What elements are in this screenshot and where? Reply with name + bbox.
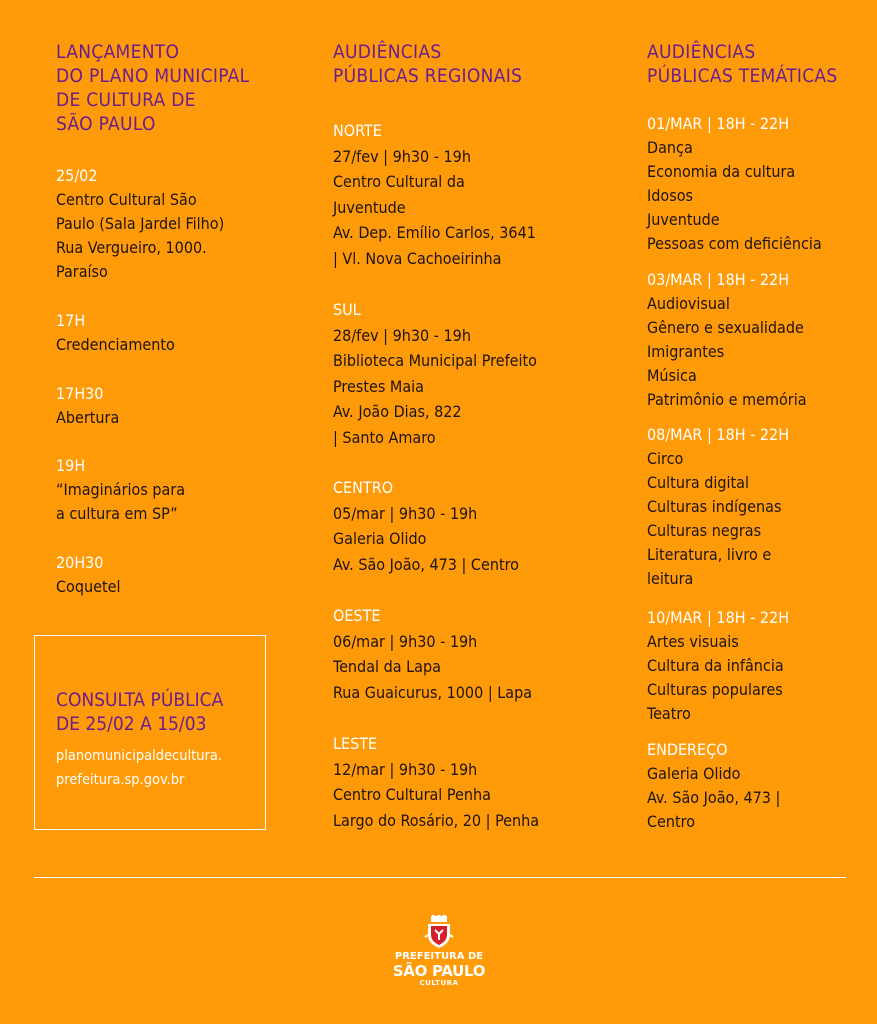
thematic-title-line: AUDIÊNCIAS bbox=[647, 41, 756, 63]
session-topic: Culturas negras bbox=[647, 521, 762, 540]
session-topic: Gênero e sexualidade bbox=[647, 318, 804, 337]
session-topic: Cultura da infância bbox=[647, 656, 784, 675]
footer-divider bbox=[34, 877, 846, 878]
region-line: Juventude bbox=[333, 197, 406, 217]
launch-title-line: DO PLANO MUNICIPAL bbox=[56, 65, 250, 87]
schedule-item bbox=[56, 309, 296, 357]
launch-title-line: LANÇAMENTO bbox=[56, 41, 180, 63]
thematic-session bbox=[647, 423, 867, 591]
address-line: Av. São João, 473 | bbox=[647, 788, 781, 807]
launch-title-line: DE CULTURA DE bbox=[56, 89, 196, 111]
region-line: 12/mar | 9h30 - 19h bbox=[333, 759, 478, 779]
session-topic: Literatura, livro e bbox=[647, 545, 772, 564]
session-topic: Idosos bbox=[647, 186, 693, 205]
session-topic: Audiovisual bbox=[647, 294, 730, 313]
consultation-url-line[interactable]: prefeitura.sp.gov.br bbox=[56, 772, 185, 788]
schedule-item bbox=[56, 382, 296, 430]
region-line: Galeria Olido bbox=[333, 529, 427, 548]
region-line: 27/fev | 9h30 - 19h bbox=[333, 146, 471, 166]
prefeitura-logo bbox=[390, 915, 488, 988]
schedule-time: 17H bbox=[56, 311, 86, 330]
launch-venue bbox=[56, 164, 296, 284]
region-line: Biblioteca Municipal Prefeito bbox=[333, 351, 537, 370]
schedule-time: 19H bbox=[56, 456, 86, 475]
schedule-activity: Coquetel bbox=[56, 577, 121, 596]
region-line: Av. São João, 473 | Centro bbox=[333, 554, 519, 574]
region-name: OESTE bbox=[333, 606, 381, 625]
region-oeste bbox=[333, 603, 623, 705]
region-line: Centro Cultural Penha bbox=[333, 785, 491, 804]
region-name: LESTE bbox=[333, 734, 378, 753]
address-line: Galeria Olido bbox=[647, 764, 741, 783]
thematic-address bbox=[647, 738, 867, 834]
region-name: SUL bbox=[333, 300, 361, 319]
schedule-item bbox=[56, 551, 296, 599]
schedule-time: 17H30 bbox=[56, 384, 104, 403]
schedule-item bbox=[56, 454, 296, 526]
session-date: 08/MAR | 18H - 22H bbox=[647, 425, 790, 444]
session-date: 10/MAR | 18H - 22H bbox=[647, 608, 790, 627]
venue-line: Rua Vergueiro, 1000. bbox=[56, 238, 207, 257]
region-name: NORTE bbox=[333, 121, 382, 140]
consultation-title bbox=[56, 688, 223, 736]
address-line: Centro bbox=[647, 812, 696, 831]
schedule-activity: Credenciamento bbox=[56, 335, 175, 354]
region-name: CENTRO bbox=[333, 478, 394, 497]
session-topic: Juventude bbox=[647, 210, 720, 229]
logo-line3: CULTURA bbox=[419, 979, 459, 987]
session-topic: Imigrantes bbox=[647, 342, 725, 361]
region-line: Largo do Rosário, 20 | Penha bbox=[333, 810, 540, 830]
region-line: Prestes Maia bbox=[333, 376, 424, 396]
session-topic: Música bbox=[647, 366, 697, 385]
session-topic: Circo bbox=[647, 449, 684, 468]
session-topic: Teatro bbox=[647, 704, 691, 723]
consultation-url[interactable] bbox=[56, 744, 222, 792]
launch-date: 25/02 bbox=[56, 166, 98, 185]
region-line: | Santo Amaro bbox=[333, 427, 436, 447]
thematic-title-line: PÚBLICAS TEMÁTICAS bbox=[647, 65, 838, 87]
regional-title bbox=[333, 40, 623, 88]
thematic-title bbox=[647, 40, 867, 88]
logo-line1: PREFEITURA DE bbox=[394, 951, 484, 962]
schedule-activity: a cultura em SP” bbox=[56, 504, 178, 523]
region-line: Av. João Dias, 822 bbox=[333, 402, 462, 421]
region-norte bbox=[333, 118, 623, 271]
region-line: Rua Guaicurus, 1000 | Lapa bbox=[333, 682, 533, 702]
region-line: Centro Cultural da bbox=[333, 172, 465, 191]
launch-title bbox=[56, 40, 296, 136]
region-line: 06/mar | 9h30 - 19h bbox=[333, 631, 478, 651]
session-topic: Dança bbox=[647, 138, 693, 157]
region-leste bbox=[333, 731, 623, 833]
session-topic: Cultura digital bbox=[647, 473, 749, 492]
thematic-session bbox=[647, 268, 867, 412]
consultation-title-line: CONSULTA PÚBLICA bbox=[56, 689, 224, 711]
consultation-title-line: DE 25/02 A 15/03 bbox=[56, 713, 207, 735]
session-topic: Patrimônio e memória bbox=[647, 390, 807, 409]
session-topic: Pessoas com deficiência bbox=[647, 234, 822, 253]
address-label: ENDEREÇO bbox=[647, 740, 728, 759]
consultation-url-line[interactable]: planomunicipaldecultura. bbox=[56, 748, 222, 764]
city-coat-of-arms-icon bbox=[424, 915, 454, 949]
session-date: 01/MAR | 18H - 22H bbox=[647, 114, 790, 133]
logo-line2: SÃO PAULO bbox=[392, 962, 486, 980]
regional-title-line: PÚBLICAS REGIONAIS bbox=[333, 65, 523, 87]
public-consultation-box bbox=[34, 635, 266, 830]
thematic-session bbox=[647, 112, 867, 256]
region-line: Av. Dep. Emílio Carlos, 3641 bbox=[333, 223, 536, 242]
venue-line: Paraíso bbox=[56, 262, 108, 281]
region-line: 05/mar | 9h30 - 19h bbox=[333, 503, 478, 523]
session-topic: Artes visuais bbox=[647, 632, 739, 651]
launch-title-line: SÃO PAULO bbox=[56, 113, 156, 135]
schedule-activity: “Imaginários para bbox=[56, 480, 186, 499]
region-line: 28/fev | 9h30 - 19h bbox=[333, 325, 471, 345]
session-date: 03/MAR | 18H - 22H bbox=[647, 270, 790, 289]
session-topic: Culturas indígenas bbox=[647, 497, 782, 516]
schedule-time: 20H30 bbox=[56, 553, 104, 572]
thematic-session bbox=[647, 606, 867, 726]
venue-line: Paulo (Sala Jardel Filho) bbox=[56, 214, 225, 233]
region-line: | Vl. Nova Cachoeirinha bbox=[333, 248, 502, 268]
regional-title-line: AUDIÊNCIAS bbox=[333, 41, 442, 63]
region-sul bbox=[333, 297, 623, 450]
schedule-activity: Abertura bbox=[56, 408, 120, 427]
session-topic: Culturas populares bbox=[647, 680, 783, 699]
venue-line: Centro Cultural São bbox=[56, 190, 197, 209]
region-centro bbox=[333, 475, 623, 577]
region-line: Tendal da Lapa bbox=[333, 657, 441, 676]
session-topic: leitura bbox=[647, 569, 694, 588]
session-topic: Economia da cultura bbox=[647, 162, 796, 181]
